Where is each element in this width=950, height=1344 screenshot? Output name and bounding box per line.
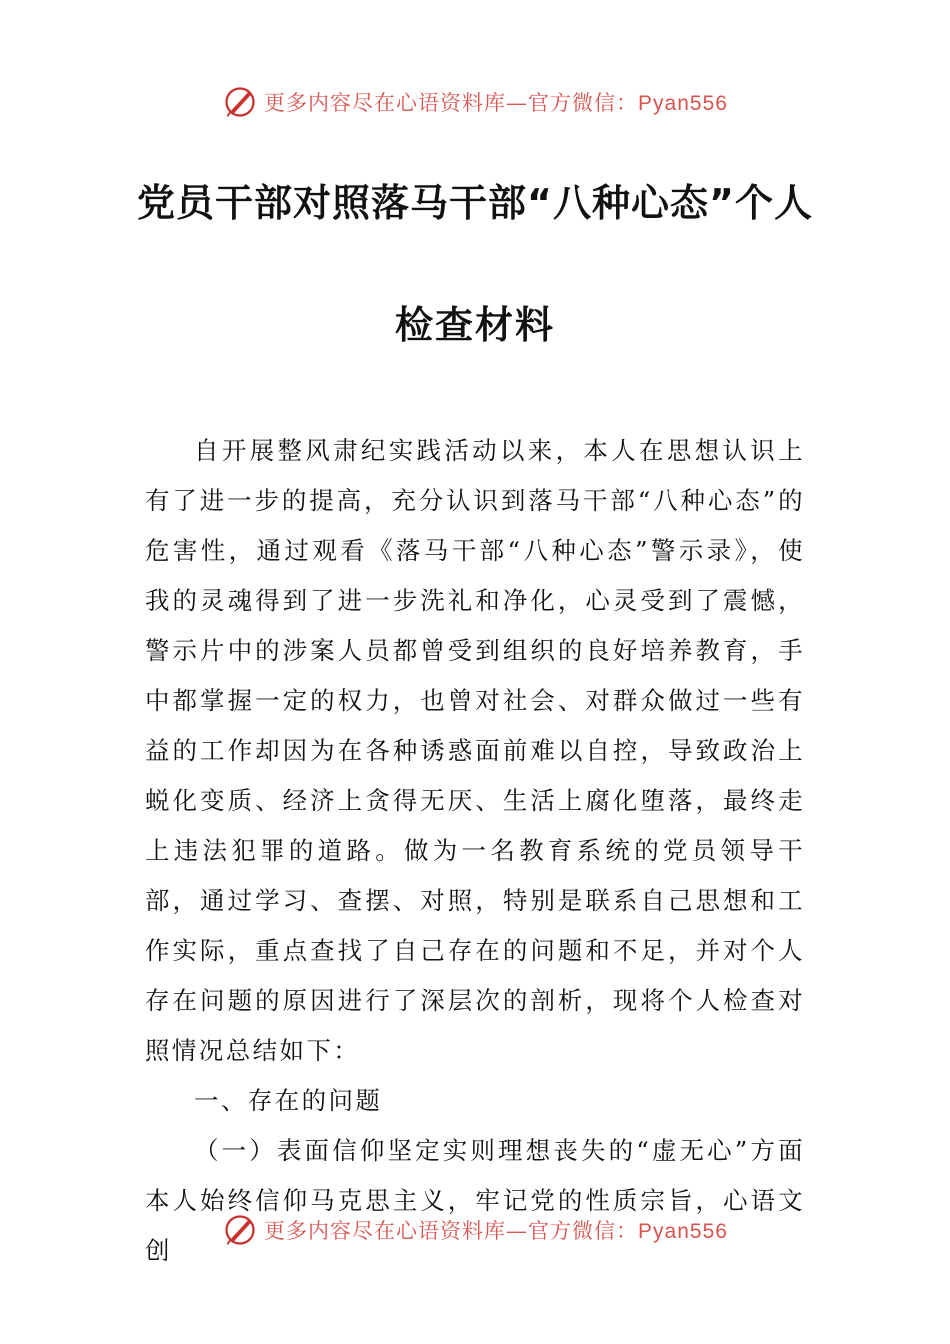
section-heading: 一、存在的问题	[194, 1086, 383, 1115]
quill-pen-logo-icon	[222, 1212, 258, 1248]
banner-label: 更多内容尽在心语资料库—官方微信：	[264, 91, 639, 115]
banner-label: 更多内容尽在心语资料库—官方微信：	[264, 1219, 639, 1243]
wechat-id: Pyan556	[638, 1220, 728, 1243]
banner-text	[264, 1215, 728, 1245]
quill-pen-logo-icon	[222, 84, 258, 120]
document-body	[145, 426, 805, 1276]
footer-banner	[0, 1208, 950, 1252]
banner-text	[264, 87, 728, 117]
subsection-paragraph: （一）表面信仰坚定实则理想丧失的“虚无心”方面本人始终信仰马克思主义，牢记党的性质宗旨，心语文创	[145, 1136, 805, 1265]
header-banner	[0, 80, 950, 124]
document-title-line1: 党员干部对照落马干部“八种心态”个人	[137, 181, 813, 225]
document-title-line2: 检查材料	[394, 303, 555, 347]
intro-paragraph: 自开展整风肃纪实践活动以来，本人在思想认识上有了进一步的提高，充分认识到落马干部“八种心态”的危害性，通过观看《落马干部“八种心态”警示录》，使我的灵魂得到了进一步洗礼和净化，心灵受到了震憾，警示片中的涉案人员都曾受到组织的良好培养教育，手中都掌握一定的权力，也曾对社会、对群众做过一些有益的工作却因为在各种诱惑面前难以自控，导致政治上蜕化变质、经济上贪得无厌、生活上腐化堕落，最终走上违法犯罪的道路。做为一名教育系统的党员领导干部，通过学习、查摆、对照，特别是联系自己思想和工作实际，重点查找了自己存在的问题和不足，并对个人存在问题的原因进行了深层次的剖析，现将个人检查对照情况总结如下：	[145, 436, 805, 1065]
wechat-id: Pyan556	[638, 92, 728, 115]
